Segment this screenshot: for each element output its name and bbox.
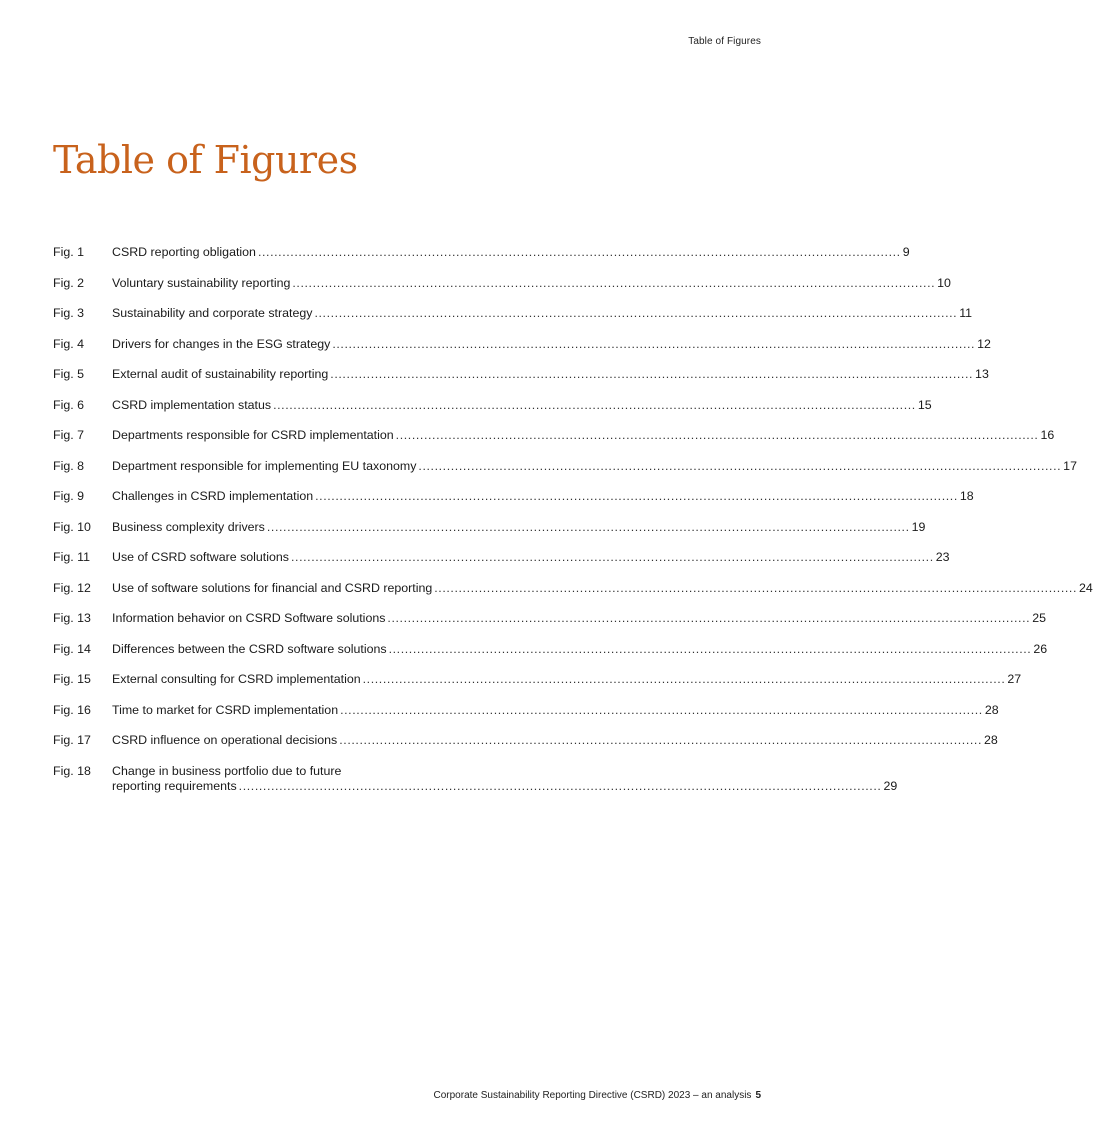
dot-leader: ............................................................................................................................................................... bbox=[273, 397, 916, 412]
dot-leader: ............................................................................................................................................................... bbox=[362, 672, 1006, 686]
figure-number: Fig. 15 bbox=[53, 672, 91, 686]
figure-title: External audit of sustainability reporting bbox=[112, 367, 329, 381]
figure-number: Fig. 12 bbox=[53, 580, 91, 595]
figure-number: Fig. 17 bbox=[53, 733, 91, 747]
figure-number: Fig. 5 bbox=[53, 367, 84, 381]
list-item[interactable] bbox=[53, 763, 898, 794]
list-item[interactable] bbox=[53, 611, 1046, 642]
figure-number: Fig. 7 bbox=[53, 428, 84, 442]
page-number: 28 bbox=[984, 702, 999, 717]
page-number: 15 bbox=[917, 397, 932, 412]
figure-title: Sustainability and corporate strategy bbox=[112, 306, 313, 320]
page-number: 11 bbox=[959, 306, 973, 320]
dot-leader: ............................................................................................................................................................... bbox=[395, 428, 1039, 442]
figure-title: Use of CSRD software solutions bbox=[112, 550, 289, 564]
figure-number: Fig. 8 bbox=[53, 458, 84, 473]
figure-title-line-1: Change in business portfolio due to future bbox=[112, 763, 342, 778]
figure-number: Fig. 3 bbox=[53, 306, 84, 320]
figure-title: Department responsible for implementing EU taxonomy bbox=[112, 458, 417, 473]
list-item[interactable] bbox=[53, 367, 989, 398]
footer-text: Corporate Sustainability Reporting Directive (CSRD) 2023 – an analysis bbox=[433, 1090, 752, 1101]
page-number: 19 bbox=[911, 519, 926, 534]
figure-title: CSRD implementation status bbox=[112, 397, 272, 412]
dot-leader: ............................................................................................................................................................... bbox=[387, 611, 1031, 625]
list-item[interactable] bbox=[53, 245, 910, 276]
dot-leader: ............................................................................................................................................................... bbox=[388, 641, 1032, 656]
dot-leader: ............................................................................................................................................................... bbox=[339, 733, 982, 747]
figure-number: Fig. 11 bbox=[53, 550, 90, 564]
list-item[interactable] bbox=[53, 519, 926, 551]
figure-number: Fig. 10 bbox=[53, 519, 91, 534]
figure-number: Fig. 14 bbox=[53, 641, 91, 656]
page-number: 27 bbox=[1007, 672, 1022, 686]
figure-number: Fig. 2 bbox=[53, 275, 84, 290]
list-item[interactable] bbox=[53, 580, 1093, 612]
dot-leader: ............................................................................................................................................................... bbox=[315, 489, 958, 503]
list-item[interactable] bbox=[53, 306, 973, 337]
page-number: 25 bbox=[1032, 611, 1046, 625]
dot-leader: ............................................................................................................................................................... bbox=[340, 702, 983, 717]
figure-title: Time to market for CSRD implementation bbox=[112, 702, 339, 717]
figure-title: External consulting for CSRD implementation bbox=[112, 672, 361, 686]
figure-title: Information behavior on CSRD Software solutions bbox=[112, 611, 386, 625]
table-of-figures-list bbox=[53, 245, 1093, 794]
figure-title: Drivers for changes in the ESG strategy bbox=[112, 336, 331, 351]
list-item[interactable] bbox=[53, 641, 1048, 673]
list-item[interactable] bbox=[53, 733, 998, 764]
dot-leader: ............................................................................................................................................................... bbox=[314, 306, 958, 320]
figure-title: CSRD reporting obligation bbox=[112, 245, 256, 259]
page-number: 13 bbox=[975, 367, 989, 381]
list-item[interactable] bbox=[53, 275, 951, 307]
figure-title: Differences between the CSRD software solutions bbox=[112, 641, 387, 656]
page-number: 23 bbox=[935, 550, 950, 564]
list-item[interactable] bbox=[53, 489, 974, 520]
page-number: 29 bbox=[883, 778, 898, 793]
figure-number: Fig. 16 bbox=[53, 702, 91, 717]
figure-title: Challenges in CSRD implementation bbox=[112, 489, 314, 503]
page-number: 24 bbox=[1079, 580, 1093, 595]
figure-title: Voluntary sustainability reporting bbox=[112, 275, 291, 290]
page-number: 26 bbox=[1033, 641, 1048, 656]
figure-number: Fig. 9 bbox=[53, 489, 84, 503]
list-item[interactable] bbox=[53, 397, 932, 429]
figure-title: reporting requirements bbox=[112, 778, 237, 793]
dot-leader: ............................................................................................................................................................... bbox=[434, 580, 1078, 595]
page-footer bbox=[434, 1090, 762, 1101]
page-number: 12 bbox=[977, 336, 991, 351]
dot-leader: ............................................................................................................................................................... bbox=[330, 367, 974, 381]
figure-title: Use of software solutions for financial and CSRD reporting bbox=[112, 580, 433, 595]
list-item[interactable] bbox=[53, 550, 950, 581]
dot-leader: ............................................................................................................................................................... bbox=[266, 519, 910, 534]
list-item[interactable] bbox=[53, 458, 1077, 490]
dot-leader: ............................................................................................................................................................... bbox=[332, 336, 976, 351]
list-item[interactable] bbox=[53, 428, 1055, 459]
running-head: Table of Figures bbox=[688, 36, 761, 47]
dot-leader: ............................................................................................................................................................... bbox=[257, 245, 901, 259]
figure-number: Fig. 1 bbox=[53, 245, 84, 259]
figure-number: Fig. 4 bbox=[53, 336, 84, 351]
figure-title: CSRD influence on operational decisions bbox=[112, 733, 338, 747]
page-number: 28 bbox=[984, 733, 998, 747]
figure-number: Fig. 18 bbox=[53, 763, 91, 778]
page-number: 18 bbox=[959, 489, 974, 503]
page-number: 17 bbox=[1063, 458, 1077, 473]
dot-leader: ............................................................................................................................................................... bbox=[290, 550, 934, 564]
list-item[interactable] bbox=[53, 336, 991, 368]
list-item[interactable] bbox=[53, 672, 1022, 703]
dot-leader: ............................................................................................................................................................... bbox=[238, 778, 882, 793]
page-number: 10 bbox=[937, 275, 951, 290]
figure-title: Business complexity drivers bbox=[112, 519, 265, 534]
page-title: Table of Figures bbox=[53, 138, 358, 182]
figure-number: Fig. 13 bbox=[53, 611, 91, 625]
list-item[interactable] bbox=[53, 702, 999, 734]
page-number: 9 bbox=[902, 245, 910, 259]
figure-number: Fig. 6 bbox=[53, 397, 84, 412]
dot-leader: ............................................................................................................................................................... bbox=[292, 275, 936, 290]
figure-title: Departments responsible for CSRD implementation bbox=[112, 428, 394, 442]
page-number: 16 bbox=[1040, 428, 1055, 442]
footer-page-number: 5 bbox=[755, 1090, 761, 1101]
dot-leader: ............................................................................................................................................................... bbox=[418, 458, 1062, 473]
